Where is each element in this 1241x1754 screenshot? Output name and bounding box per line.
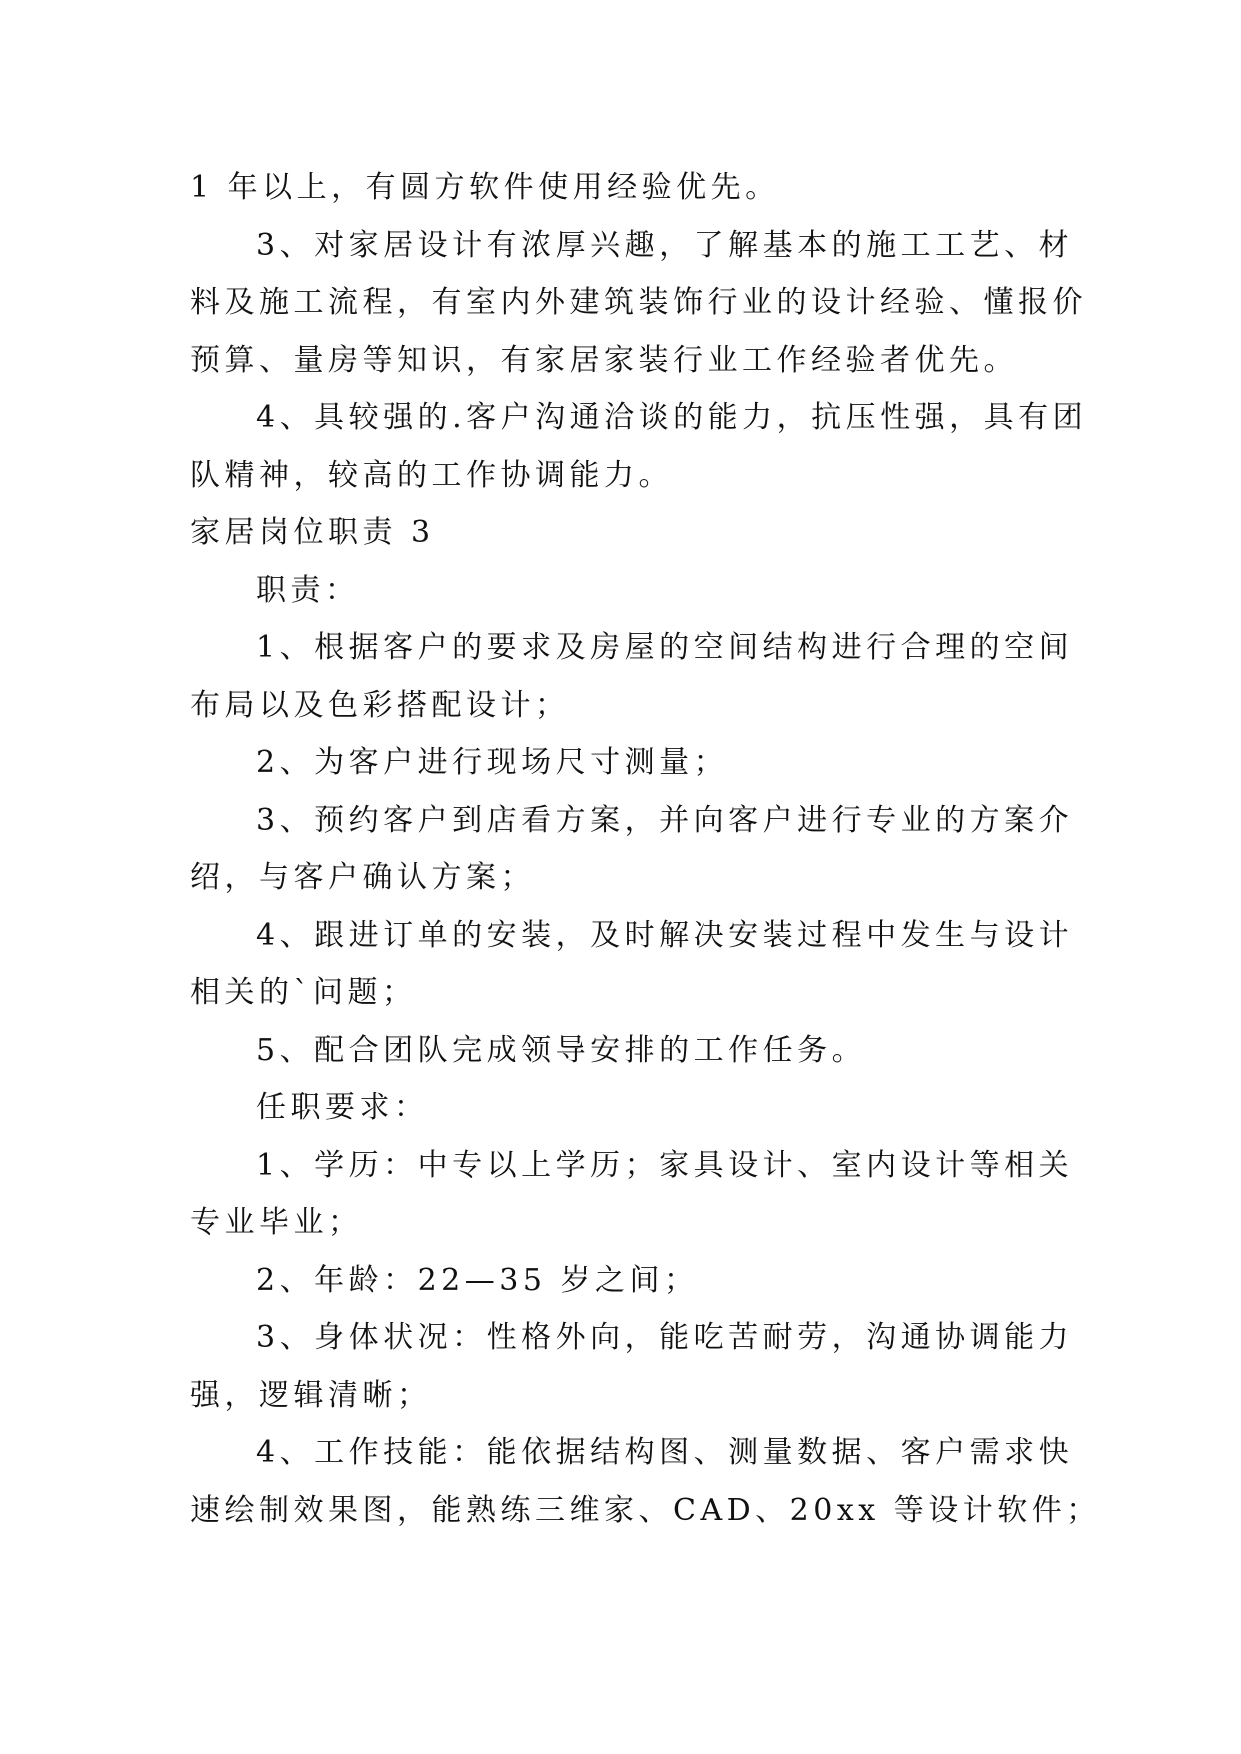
text-line: 5、配合团队完成领导安排的工作任务。	[256, 1032, 867, 1068]
text-line: 料及施工流程，有室内外建筑装饰行业的设计经验、懂报价	[190, 285, 1087, 320]
text-line: 1、根据客户的要求及房屋的空间结构进行合理的空间	[256, 630, 1074, 665]
text-line: 3、身体状况：性格外向，能吃苦耐劳，沟通协调能力	[256, 1320, 1074, 1355]
text-line: 速绘制效果图，能熟练三维家、CAD、20xx 等设计软件；	[190, 1492, 1101, 1528]
text-line: 2、年龄：22—35 岁之间；	[256, 1262, 699, 1298]
text-line: 3、对家居设计有浓厚兴趣，了解基本的施工工艺、材	[256, 227, 1074, 263]
section-heading: 家居岗位职责 3	[190, 515, 435, 550]
subheading-duties: 职责：	[256, 572, 360, 608]
text-line: 强，逻辑清晰；	[190, 1377, 432, 1413]
text-line: 预算、量房等知识，有家居家装行业工作经验者优先。	[190, 342, 1018, 378]
text-line: 队精神，较高的工作协调能力。	[190, 457, 673, 493]
text-line: 2、为客户进行现场尺寸测量；	[256, 745, 729, 780]
text-line: 4、工作技能：能依据结构图、测量数据、客户需求快	[256, 1435, 1074, 1470]
text-line: 4、跟进订单的安装，及时解决安装过程中发生与设计	[256, 917, 1074, 953]
text-line: 1 年以上，有圆方软件使用经验优先。	[190, 170, 780, 205]
subheading-requirements: 任职要求：	[256, 1090, 429, 1125]
text-line: 4、具较强的.客户沟通洽谈的能力，抗压性强，具有团	[256, 400, 1088, 435]
document-body	[190, 159, 1101, 1539]
text-line: 3、预约客户到店看方案，并向客户进行专业的方案介	[256, 802, 1074, 838]
text-line: 绍，与客户确认方案；	[190, 860, 535, 895]
text-line: 1、学历：中专以上学历；家具设计、室内设计等相关	[256, 1147, 1074, 1183]
text-line: 专业毕业；	[190, 1205, 363, 1240]
text-line: 相关的`问题；	[190, 975, 417, 1010]
text-line: 布局以及色彩搭配设计；	[190, 687, 570, 723]
